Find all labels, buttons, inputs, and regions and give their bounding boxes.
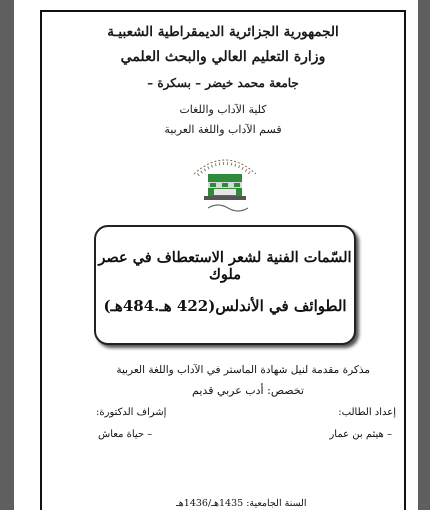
university-heading: جامعة محمد خيضر – بسكرة – xyxy=(147,76,299,90)
student-name: هيثم بن عمار xyxy=(329,429,384,440)
thesis-title-box xyxy=(94,225,356,345)
specialty-line: تخصص: أدب عربي قديم xyxy=(192,384,304,397)
supervisor-name: حياة معاش xyxy=(98,429,145,440)
academic-year: السنة الجامعية: 1435هـ/1436هـ xyxy=(176,498,307,509)
document-page xyxy=(14,0,418,510)
memo-statement: مذكرة مقدمة لنيل شهادة الماستر في الآداب واللغة العربية xyxy=(116,364,370,376)
faculty-heading: كلية الآداب واللغات xyxy=(179,103,267,116)
supervisor-label: إشراف الدكتورة: xyxy=(96,407,167,418)
thesis-title-line-2: الطوائف في الأندلس(422 هـ.484هـ) xyxy=(103,297,347,315)
prepared-by-label: إعداد الطالب: xyxy=(338,407,396,418)
university-logo-icon xyxy=(178,144,272,218)
student-name-line xyxy=(315,429,392,440)
ministry-heading: وزارة التعليم العالي والبحث العلمي xyxy=(120,49,326,65)
thesis-title-line-1: السّمات الفنية لشعر الاستعطاف في عصر ملوك xyxy=(98,249,352,283)
bullet-dash: – xyxy=(387,429,392,440)
department-heading: قسم الآداب واللغة العربية xyxy=(164,123,282,136)
republic-heading: الجمهورية الجزائرية الديمقراطية الشعبيـة xyxy=(107,24,339,40)
page-border xyxy=(40,10,406,510)
bullet-dash: – xyxy=(147,429,153,440)
supervisor-name-line xyxy=(84,429,152,440)
